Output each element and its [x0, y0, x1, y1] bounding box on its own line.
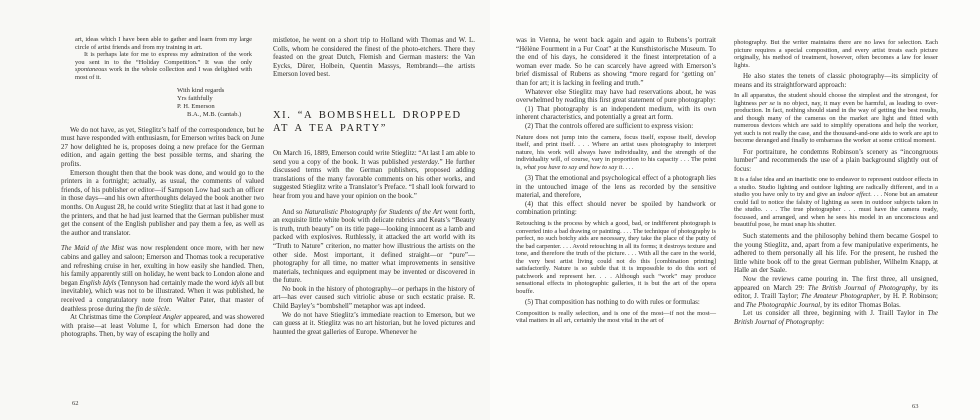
- body-paragraph: For portraiture, he condemns Robinson’s scenery as “incongruous lumber” and recommends the use of a plain background slightly out of focus:: [734, 147, 938, 173]
- body-paragraph: (3) That the emotional and psychological effect of a photograph lies in the untouched image of the lens as recorded by the sensitive material, and therefore,: [516, 174, 716, 200]
- extract-paragraph: art, ideas which I have been able to gather and learn from my large circle of artist friends and from my training in art.: [75, 36, 252, 51]
- text-column-2: [273, 36, 475, 336]
- body-paragraph: Now the reviews came pouring in. The first three, all unsigned, appeared on March 29: The British Journal of Photography, by its editor, J. Traill Taylor; The Amateur Photographer, by H. P. Robinson; and The Photographic Journal, by its editor Thomas Bolas.: [734, 274, 938, 309]
- body-paragraph: Whatever else Stieglitz may have had reservations about, he was overwhelmed by reading this first great statement of pure photography:: [516, 87, 716, 105]
- body-paragraph: (1) That photography is an independent medium, with its own inherent characteristics, and potentially a great art form.: [516, 104, 716, 122]
- extract-paragraph: It is a false idea and an inartistic one to endeavor to represent outdoor effects in a studio. Studio lighting and outdoor lighting are radically different, and in a studio you have only to try and give an indoor effect. . . . None but an amateur could fail to notice the falsity of lighting as seen in outdoor subjects taken in the studio. . . . The true photographer . . . must have the camera ready, focussed, and arranged, and when he sees his model in an unconscious and beautiful pose, he must snap his shutter.: [734, 176, 938, 229]
- body-paragraph: On March 16, 1889, Emerson could write Stieglitz: “At last I am able to send you a copy of the book. It was published yesterday.” He further discussed terms with the German publishers, proposed adding translations of the many favorable comments on his other works, and suggested Stieglitz write a Translator’s Preface. “I shall look forward to hear from you and have your opinion on the book.”: [273, 148, 475, 200]
- page-number-right: 63: [912, 403, 919, 410]
- body-paragraph: And so Naturalistic Photography for Students of the Art went forth, an exquisite little white book with delicate rubrics and Keats’s “Beauty is truth, truth beauty” on its title page—looking innocent as a lamb and packed with explosives. Ruthlessly, it attacked the art world with its “Truth to Nature” criterion, no matter how illustrious the artists on the other side. Most important, it defined straight—or “pure”—photography for all time, no matter what improvements in sensitive materials, techniques and equipment may be invented or discovered in the future.: [273, 207, 475, 285]
- text-column-4: [734, 36, 938, 327]
- extract-paragraph: Composition is really selection, and is one of the most—if not the most—vital matters in all art, certainly the most vital in the art of: [516, 309, 716, 325]
- body-paragraph: Emerson thought then that the book was done, and would go to the printers in a fortnight; actually, as usual, the comments of valued friends, of his publisher or editor—if Sampson Low had such an officer in those days—and his own afterthoughts delayed the book another two months. On August 28, he could write Stieglitz that at last it had gone to the printers, and that he had just learned that the German publisher must get the consent of the English publisher and pay them a fee, as well as the author and translator.: [61, 168, 264, 237]
- letter-signature: With kind regards Yrs faithfully P. H. Emerson B.A., M.B. (cantab.): [177, 87, 242, 118]
- text-column-3: [516, 36, 716, 328]
- body-paragraph: was in Vienna, he went back again and again to Rubens’s portrait “Hélène Fourment in a Fur Coat” at the Kunsthistorische Museum. To the end of his days, he considered it the finest interpretation of a woman ever made. So he can scarcely have agreed with Emerson’s brief dismissal of Rubens as showing “more regard for ‘getting on’ than for art; it is lacking in feeling and truth.”: [516, 36, 716, 87]
- chapter-heading: XI. “A BOMBSHELL DROPPED AT A TEA PARTY”: [273, 109, 462, 135]
- body-paragraph: (5) That composition has nothing to do with rules or formulas:: [525, 298, 700, 306]
- extract-paragraph: Retouching is the process by which a good, bad, or indifferent photograph is converted into a bad drawing or painting. . . . The technique of photography is perfect, no such botchy aids are necessary, they take the place of the putty of the bad carpenter. . . . Avoid retouching in all its forms; it destroys texture and tone, and therefore the truth of the picture. . . . With all the care in the world, the very best artist living could not do this [combination printing] satisfactorily. Nature is so subtle that it is impossible to do this sort of patchwork and represent her. . . . Although such “work” may produce sensational effects in photographic galleries, it is but the art of the opera bouffe.: [516, 220, 716, 295]
- body-paragraph: The Maid of the Mist was now resplendent once more, with her new cabins and galley and saloon; Emerson and Thomas took a recuperative and refreshing cruise in her, exulting in how easily she handled. Then, his family apparently still on holiday, he went back to London alone and began English Idyls (Tennyson had certainly made the word idyls all but inevitable), which was not to be illustrated. When it was published, he received a congratulatory note from Walter Pater, that master of deathless prose during the fin de siècle.: [61, 244, 264, 313]
- body-paragraph: We do not have Stieglitz’s immediate reaction to Emerson, but we can guess at it. Stieglitz was no art historian, but he loved pictures and haunted the great galleries of Europe. Whenever he: [273, 310, 475, 336]
- body-paragraph: Such statements and the philosophy behind them became Gospel to the young Stieglitz, and, apart from a few manipulative experiments, he adhered to them personally all his life. For the present, he rushed the little white book off to the great German publisher, Wilhelm Knapp, at Halle an der Saale.: [734, 231, 938, 275]
- body-paragraph: He also states the tenets of classic photography—its simplicity of means and its straightforward approach:: [734, 72, 938, 89]
- body-paragraph: We do not have, as yet, Stieglitz’s half of the correspondence, but he must have responded with enthusiasm, for Emerson writes back on June 27 how delighted he is, proposes doing a new preface for the German edition, and again getting the best possible terms, and sharing the profits.: [61, 125, 264, 168]
- page-right: [490, 0, 980, 420]
- body-paragraph: At Christmas time the Compleat Angler appeared, and was showered with praise—at least Volume I, for which Emerson had done the photographs. Then, by way of escaping the holly and: [61, 313, 264, 339]
- body-paragraph: No book in the history of photography—or perhaps in the history of art—has ever caused such vitriolic abuse or such ecstatic praise. R. Child Bayley’s “bombshell” metaphor was apt indeed.: [273, 284, 475, 311]
- extract-paragraph: It is perhaps late for me to express my admiration of the work you sent in to the “Holiday Competition.” It was the only spontaneous work in the whole collection and I was delighted with most of it.: [75, 51, 252, 81]
- text-column-1: [61, 36, 264, 339]
- extract-paragraph: Nature does not jump into the camera, focus itself, expose itself, develop itself, and print itself. . . . Where an artist uses photography to interpret nature, his work will always have individuality, and the strength of the individuality will, of course, vary in proportion to his capacity . . . The point is, what you have to say and how to say it. . . .: [516, 133, 716, 171]
- extract-paragraph: In all apparatus, the student should choose the simplest and the strongest, for lightness per se is no object, nay, it may even be harmful, as leading to over-production. In fact, nothing should stand in the way of getting the best results, and though many of the cameras on the market are light and fitted with numerous devices which are said to simplify operations and help the worker, yet such is not really the case, and the thousand-and-one aids to work are apt to become deranged and finally to embarrass the worker at some critical moment.: [734, 92, 938, 145]
- body-paragraph: mistletoe, he went on a short trip to Holland with Thomas and W. L. Colls, whom he considered the finest of the photo-etchers. There they feasted on the great Dutch, Flemish and German masters: the Van Eycks, Dürer, Holbein, Quentin Massys, Rembrandt—the artists Emerson loved best.: [273, 36, 475, 79]
- body-paragraph: (4) that this effect should never be spoiled by handwork or combination printing:: [516, 199, 716, 217]
- body-paragraph: (2) That the controls offered are sufficient to express vision:: [525, 121, 694, 130]
- page-number-left: 62: [72, 400, 79, 407]
- extract-paragraph: photography. But the writer maintains there are no laws for selection. Each picture requires a special composition, and every artist treats each picture originally, his method of treatment, however, often becomes a law for lesser lights.: [734, 39, 938, 69]
- body-paragraph: Let us consider all three, beginning with J. Traill Taylor in The British Journal of Photography:: [734, 309, 938, 326]
